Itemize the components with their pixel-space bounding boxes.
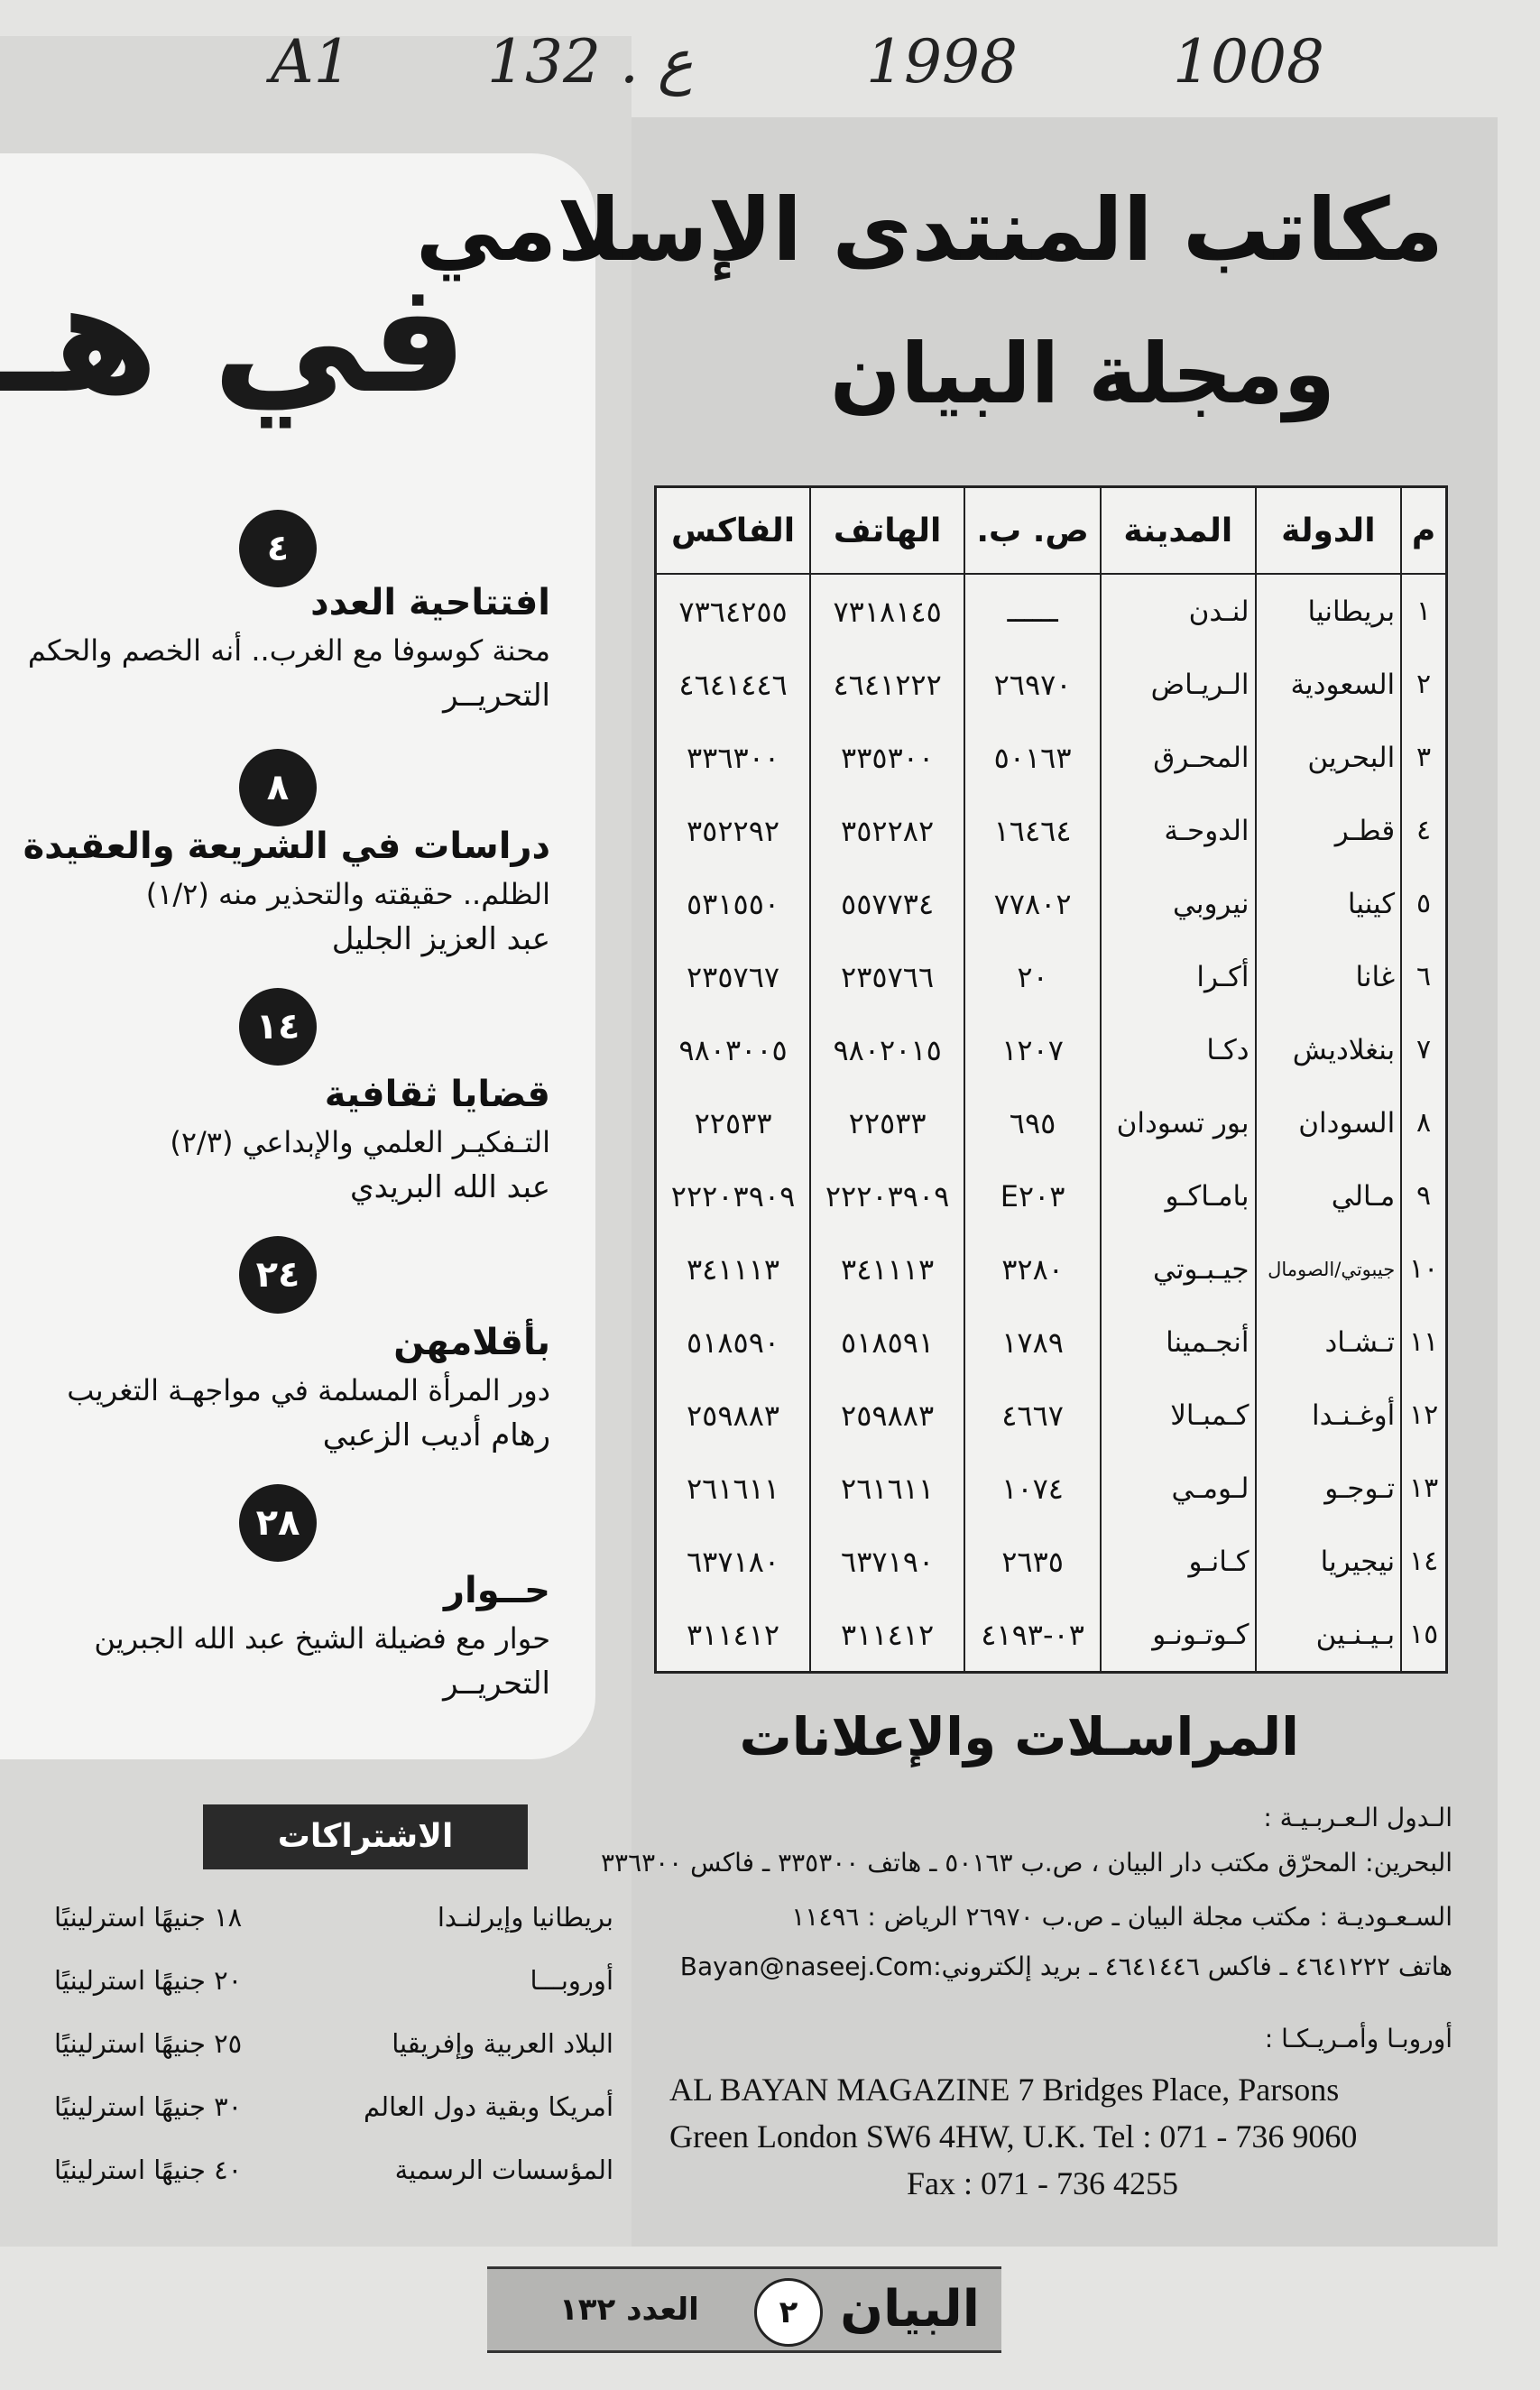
- subscription-price: ٤٠ جنيهًا استرلينيًا: [54, 2155, 243, 2185]
- cell-po-box: ١٦٤٦٤: [964, 794, 1101, 867]
- cell-fax: ٢٣٥٧٦٧: [656, 940, 811, 1013]
- cell-phone: ٥٥٧٧٣٤: [810, 867, 964, 940]
- cell-country: مـالي: [1256, 1159, 1402, 1232]
- cell-number: ٨: [1401, 1086, 1446, 1159]
- col-header-city: المدينة: [1101, 487, 1255, 575]
- offices-title: مكاتب المنتدى الإسلامي: [415, 180, 1443, 281]
- cell-phone: ٢٢٥٣٣: [810, 1086, 964, 1159]
- cell-phone: ٢٦١٦١١: [810, 1452, 964, 1525]
- cell-city: أنجـمينا: [1101, 1306, 1255, 1379]
- address-line-2: Green London SW6 4HW, U.K. Tel : 071 - 736 9060: [669, 2118, 1358, 2155]
- table-row: [656, 1452, 1447, 1525]
- cell-fax: ٣٥٢٢٩٢: [656, 794, 811, 867]
- handwritten-note-d: 1008: [1173, 27, 1324, 97]
- toc-author: عبد الله البريدي: [349, 1169, 550, 1205]
- cell-city: الـريـاض: [1101, 648, 1255, 721]
- subscription-row: [54, 2016, 613, 2071]
- page-number: ٢: [754, 2278, 823, 2347]
- cell-city: كـمبـالا: [1101, 1379, 1255, 1452]
- cell-country: تـوجـو: [1256, 1452, 1402, 1525]
- cell-number: ٣: [1401, 721, 1446, 794]
- handwritten-note-c: 1998: [866, 27, 1018, 97]
- issue-number: العدد ١٣٢: [559, 2292, 699, 2328]
- cell-city: أكـرا: [1101, 940, 1255, 1013]
- handwritten-note-b: 132 . ع: [487, 27, 694, 97]
- toc-item[interactable]: [36, 1565, 550, 1706]
- cell-fax: ٢٥٩٨٨٣: [656, 1379, 811, 1452]
- cell-phone: ٣٥٢٢٨٢: [810, 794, 964, 867]
- cell-po-box: ١٠٧٤: [964, 1452, 1101, 1525]
- cell-fax: ٣٣٦٣٠٠: [656, 721, 811, 794]
- subscription-region: المؤسسات الرسمية: [394, 2155, 613, 2185]
- col-header-po-box: ص. ب.: [964, 487, 1101, 575]
- subscription-price: ٢٥ جنيهًا استرلينيًا: [54, 2028, 243, 2059]
- footer-bar: [487, 2266, 1001, 2353]
- subscription-price: ١٨ جنيهًا استرلينيًا: [54, 1902, 243, 1933]
- table-row: [656, 1232, 1447, 1306]
- cell-country: بريطانيا: [1256, 574, 1402, 648]
- cell-number: ١: [1401, 574, 1446, 648]
- subscription-row: [54, 1953, 613, 2007]
- col-header-number: م: [1401, 487, 1446, 575]
- cell-number: ٤: [1401, 794, 1446, 867]
- cell-city: بور تسودان: [1101, 1086, 1255, 1159]
- toc-description: محنة كوسوفا مع الغرب.. أنه الخصم والحكم: [27, 633, 550, 668]
- toc-item[interactable]: [36, 1317, 550, 1458]
- cell-po-box: ــــــ: [964, 574, 1101, 648]
- cell-po-box: ٥٠١٦٣: [964, 721, 1101, 794]
- cell-po-box: ٤٦٦٧: [964, 1379, 1101, 1452]
- handwritten-note-a: A1: [271, 27, 352, 97]
- cell-phone: ٤٦٤١٢٢٢: [810, 648, 964, 721]
- subscriptions-title: الاشتراكات: [203, 1804, 528, 1869]
- cell-fax: ٦٣٧١٨٠: [656, 1525, 811, 1598]
- table-row: [656, 794, 1447, 867]
- table-row: [656, 1086, 1447, 1159]
- cell-po-box: ٢٠: [964, 940, 1101, 1013]
- col-header-phone: الهاتف: [810, 487, 964, 575]
- cell-fax: ٣١١٤١٢: [656, 1598, 811, 1673]
- table-row: [656, 1013, 1447, 1086]
- cell-po-box: ٧٧٨٠٢: [964, 867, 1101, 940]
- cell-city: لـومـي: [1101, 1452, 1255, 1525]
- toc-author: رهام أديب الزعبي: [322, 1417, 550, 1453]
- cell-fax: ٧٣٦٤٢٥٥: [656, 574, 811, 648]
- toc-page-number: ١٤: [239, 988, 317, 1066]
- cell-phone: ٢٢٢٠٣٩٠٩: [810, 1159, 964, 1232]
- cell-fax: ٣٤١١١٣: [656, 1232, 811, 1306]
- subscription-row: [54, 1890, 613, 1944]
- cell-phone: ٦٣٧١٩٠: [810, 1525, 964, 1598]
- cell-city: جيـبـوتي: [1101, 1232, 1255, 1306]
- address-line-1: AL BAYAN MAGAZINE 7 Bridges Place, Parsons: [669, 2072, 1340, 2108]
- cell-country: بـيـنـين: [1256, 1598, 1402, 1673]
- table-row: [656, 1306, 1447, 1379]
- saudi-address: السـعـوديـة : مكتب مجلة البيان ـ ص.ب ٢٦٩٧٠ الرياض : ١١٤٩٦: [791, 1902, 1452, 1932]
- cell-po-box: ١٧٨٩: [964, 1306, 1101, 1379]
- cell-number: ٩: [1401, 1159, 1446, 1232]
- cell-po-box: ٢٦٩٧٠: [964, 648, 1101, 721]
- subscription-region: البلاد العربية وإفريقيا: [392, 2028, 613, 2059]
- table-row: [656, 1525, 1447, 1598]
- col-header-country: الدولة: [1256, 487, 1402, 575]
- arab-countries-label: الـدول الـعـربـيـة :: [1263, 1803, 1452, 1832]
- contact-line: هاتف ٤٦٤١٢٢٢ ـ فاكس ٤٦٤١٤٤٦ ـ بريد إلكتروني:Bayan@naseej.Com: [679, 1952, 1452, 1981]
- cell-number: ١١: [1401, 1306, 1446, 1379]
- toc-page-number: ٤: [239, 510, 317, 587]
- cell-fax: ٤٦٤١٤٤٦: [656, 648, 811, 721]
- cell-country: جيبوتي/الصومال: [1256, 1232, 1402, 1306]
- subscription-region: بريطانيا وإيرلنـدا: [437, 1902, 613, 1933]
- cell-phone: ٢٥٩٨٨٣: [810, 1379, 964, 1452]
- cell-po-box: ٢٦٣٥: [964, 1525, 1101, 1598]
- cell-city: كـوتـونـو: [1101, 1598, 1255, 1673]
- cell-fax: ٢٦١٦١١: [656, 1452, 811, 1525]
- cell-fax: ٩٨٠٣٠٠٥: [656, 1013, 811, 1086]
- cell-country: السعودية: [1256, 648, 1402, 721]
- cell-phone: ٩٨٠٢٠١٥: [810, 1013, 964, 1086]
- cell-country: تـشـاد: [1256, 1306, 1402, 1379]
- table-header-row: [656, 487, 1447, 575]
- cell-po-box: ١٢٠٧: [964, 1013, 1101, 1086]
- cell-fax: ٢٢٢٠٣٩٠٩: [656, 1159, 811, 1232]
- toc-item[interactable]: [23, 821, 550, 962]
- table-row: [656, 867, 1447, 940]
- cell-city: كـانـو: [1101, 1525, 1255, 1598]
- cell-country: البحرين: [1256, 721, 1402, 794]
- correspondence-title: المراسـلات والإعلانات: [739, 1706, 1299, 1767]
- toc-page-number: ٢٨: [239, 1484, 317, 1562]
- table-row: [656, 1379, 1447, 1452]
- cell-fax: ٥١٨٥٩٠: [656, 1306, 811, 1379]
- cell-country: أوغـنـدا: [1256, 1379, 1402, 1452]
- bahrain-address: البحرين: المحرّق مكتب دار البيان ، ص.ب ٥٠١٦٣ ـ هاتف ٣٣٥٣٠٠ ـ فاكس ٣٣٦٣٠٠: [600, 1848, 1452, 1878]
- table-row: [656, 1598, 1447, 1673]
- toc-item[interactable]: [27, 577, 550, 718]
- cell-country: السودان: [1256, 1086, 1402, 1159]
- subscription-price: ٣٠ جنيهًا استرلينيًا: [54, 2091, 243, 2122]
- toc-page-number: ٨: [239, 749, 317, 826]
- cell-po-box: ٠٣-٤١٩٣: [964, 1598, 1101, 1673]
- offices-subtitle: ومجلة البيان: [829, 326, 1335, 422]
- table-row: [656, 574, 1447, 648]
- cell-city: الدوحـة: [1101, 794, 1255, 867]
- toc-author: عبد العزيز الجليل: [331, 921, 550, 957]
- cell-number: ٦: [1401, 940, 1446, 1013]
- toc-heading: افتتاحية العدد: [310, 582, 550, 623]
- toc-page-number: ٢٤: [239, 1236, 317, 1314]
- cell-phone: ٣٣٥٣٠٠: [810, 721, 964, 794]
- cell-city: نيروبي: [1101, 867, 1255, 940]
- cell-country: غانا: [1256, 940, 1402, 1013]
- cell-city: دكـا: [1101, 1013, 1255, 1086]
- cell-number: ٢: [1401, 648, 1446, 721]
- table-row: [656, 721, 1447, 794]
- toc-author: التحريــر: [443, 678, 550, 714]
- col-header-fax: الفاكس: [656, 487, 811, 575]
- cell-number: ١٤: [1401, 1525, 1446, 1598]
- table-row: [656, 1159, 1447, 1232]
- cell-country: كينيا: [1256, 867, 1402, 940]
- cell-number: ١٣: [1401, 1452, 1446, 1525]
- cover-title: في هـ: [0, 249, 468, 428]
- toc-heading: بأقلامهن: [393, 1322, 550, 1363]
- toc-description: التـفكيـر العلمي والإبداعي (٢/٣): [170, 1125, 550, 1159]
- toc-heading: حــوار: [444, 1570, 550, 1611]
- europe-america-label: أوروبـا وأمـريـكـا :: [1264, 2024, 1452, 2053]
- cell-city: بامـاكـو: [1101, 1159, 1255, 1232]
- table-row: [656, 648, 1447, 721]
- cell-po-box: E٢٠٣: [964, 1159, 1101, 1232]
- offices-table: [654, 485, 1448, 1674]
- toc-description: دور المرأة المسلمة في مواجهـة التغريب: [67, 1373, 550, 1407]
- cell-po-box: ٦٩٥: [964, 1086, 1101, 1159]
- cell-number: ١٢: [1401, 1379, 1446, 1452]
- fax-line: Fax : 071 - 736 4255: [907, 2165, 1178, 2201]
- cell-fax: ٥٣١٥٥٠: [656, 867, 811, 940]
- toc-heading: دراسات في الشريعة والعقيدة: [23, 826, 550, 867]
- cell-number: ٧: [1401, 1013, 1446, 1086]
- subscription-region: أمريكا وبقية دول العالم: [363, 2091, 613, 2122]
- cell-phone: ٧٣١٨١٤٥: [810, 574, 964, 648]
- subscription-row: [54, 2080, 613, 2134]
- cell-phone: ٣١١٤١٢: [810, 1598, 964, 1673]
- cell-number: ١٠: [1401, 1232, 1446, 1306]
- cell-number: ٥: [1401, 867, 1446, 940]
- toc-heading: قضايا ثقافية: [324, 1074, 550, 1115]
- toc-item[interactable]: [36, 1069, 550, 1210]
- cell-phone: ٥١٨٥٩١: [810, 1306, 964, 1379]
- cell-country: نيجيريا: [1256, 1525, 1402, 1598]
- magazine-logo: البيان: [840, 2280, 980, 2339]
- toc-description: حوار مع فضيلة الشيخ عبد الله الجبرين: [94, 1621, 550, 1656]
- cell-country: بنغلاديش: [1256, 1013, 1402, 1086]
- toc-description: الظلم.. حقيقته والتحذير منه (١/٢): [145, 877, 550, 911]
- cell-fax: ٢٢٥٣٣: [656, 1086, 811, 1159]
- subscription-region: أوروبـــا: [530, 1965, 613, 1996]
- table-row: [656, 940, 1447, 1013]
- cell-number: ١٥: [1401, 1598, 1446, 1673]
- cell-phone: ٣٤١١١٣: [810, 1232, 964, 1306]
- cell-po-box: ٣٢٨٠: [964, 1232, 1101, 1306]
- cell-city: لنـدن: [1101, 574, 1255, 648]
- subscription-price: ٢٠ جنيهًا استرلينيًا: [54, 1965, 243, 1996]
- cell-city: المحـرق: [1101, 721, 1255, 794]
- subscription-row: [54, 2143, 613, 2197]
- cell-country: قطـر: [1256, 794, 1402, 867]
- cell-phone: ٢٣٥٧٦٦: [810, 940, 964, 1013]
- toc-author: التحريــر: [443, 1666, 550, 1702]
